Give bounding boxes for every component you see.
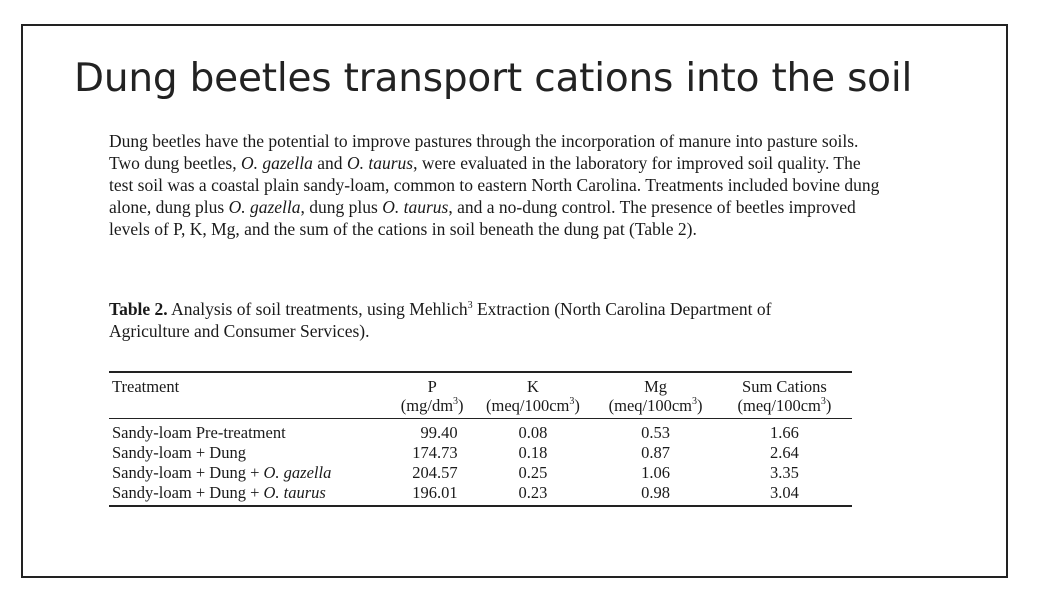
unit-sum-cations: $(meq/100cm^3)$ <box>717 396 852 419</box>
cell-treatment: Sandy-loam + Dung + O. gazella <box>112 463 332 482</box>
caption-text-2: Extraction (North Carolina Department of Agriculture and Consumer Services). <box>109 299 772 341</box>
para-text-5: , and a no-dung control. The presence of beetles improved levels of P, K, Mg, and the sum of the cations in soil beneath the dung pat (Table 2). <box>109 197 856 239</box>
cell-p: 99.40 <box>420 423 458 442</box>
caption-superscript: 3 <box>467 300 473 311</box>
soil-analysis-table <box>109 371 852 507</box>
cell-p: 174.73 <box>412 443 458 462</box>
header-mg: Mg <box>594 372 717 396</box>
table-unit-row <box>109 396 852 419</box>
cell-k: 0.25 <box>518 463 548 482</box>
table-row <box>109 419 852 444</box>
species-name: O. gazella <box>228 197 301 217</box>
unit-treatment <box>109 396 393 419</box>
header-sum-cations: Sum Cations <box>717 372 852 396</box>
body-paragraph <box>109 130 889 240</box>
unit-mg: $(meq/100cm^3)$ <box>594 396 717 419</box>
para-text-3: , were evaluated in the laboratory for improved soil quality. The test soil was a coastal plain sandy-loam, common to eastern North Carolina. Treatments included bovine dung alone, dung plus <box>109 153 880 217</box>
caption-text-1: Analysis of soil treatments, using Mehlich <box>167 299 468 319</box>
table-row <box>109 463 852 483</box>
slide-title: Dung beetles transport cations into the soil <box>74 56 913 101</box>
cell-mg: 1.06 <box>641 463 670 482</box>
cell-treatment: Sandy-loam + Dung <box>112 443 246 462</box>
cell-sum: 3.35 <box>770 463 799 482</box>
table-row <box>109 483 852 506</box>
cell-k: 0.23 <box>472 483 595 506</box>
cell-k: 0.08 <box>518 423 548 442</box>
cell-k: 0.18 <box>518 443 548 462</box>
header-treatment: Treatment <box>109 372 393 396</box>
unit-p: $(mg/dm^3)$ <box>393 396 472 419</box>
para-text-1: Dung beetles have the potential to improve pastures through the incorporation of manure into pasture soils. Two dung beetles, <box>109 131 859 173</box>
cell-treatment: Sandy-loam + Dung + O. taurus <box>109 483 393 506</box>
cell-treatment: Sandy-loam Pre-treatment <box>112 423 286 442</box>
cell-mg: 0.87 <box>641 443 670 462</box>
cell-p: 204.57 <box>412 463 458 482</box>
header-k: K <box>472 372 595 396</box>
unit-k: $(meq/100cm^3)$ <box>472 396 595 419</box>
table-label: Table 2. <box>109 299 168 319</box>
cell-mg: 0.53 <box>641 423 670 442</box>
para-text-4: , dung plus <box>300 197 383 217</box>
table-row <box>109 443 852 463</box>
species-name: O. taurus <box>346 153 414 173</box>
species-name: O. taurus <box>382 197 449 217</box>
cell-sum: 3.04 <box>717 483 852 506</box>
header-p: P <box>393 372 472 396</box>
cell-mg: 0.98 <box>594 483 717 506</box>
cell-sum: 1.66 <box>770 423 799 442</box>
table-header-row <box>109 372 852 396</box>
cell-sum: 2.64 <box>770 443 799 462</box>
species-name: O. gazella <box>240 153 313 173</box>
para-text-2: and <box>312 153 347 173</box>
table-caption <box>109 298 839 342</box>
cell-p: 196.01 <box>393 483 472 506</box>
